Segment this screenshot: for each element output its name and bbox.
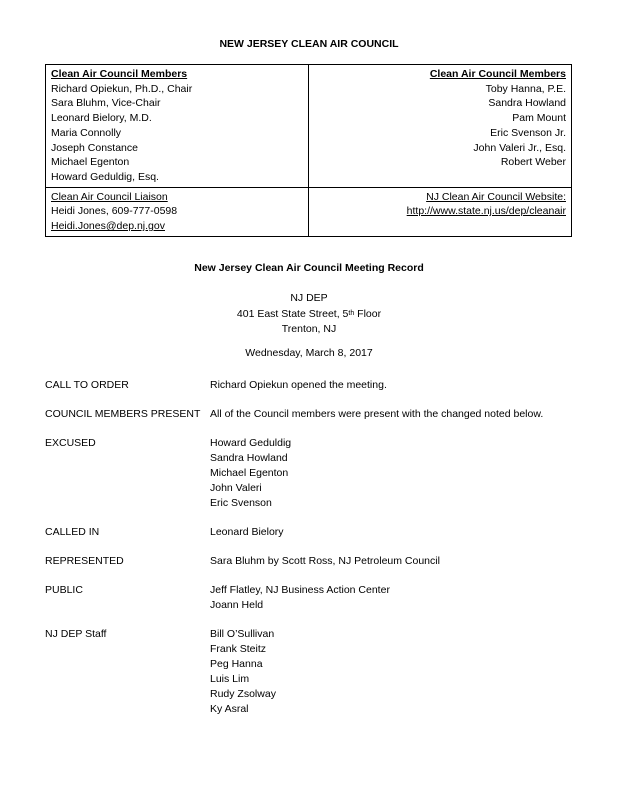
section-label: REPRESENTED bbox=[45, 555, 124, 567]
section-value bbox=[210, 436, 585, 511]
member-name: Toby Hanna, P.E. bbox=[485, 82, 566, 95]
member-name: Michael Egenton bbox=[51, 156, 130, 169]
section-label: NJ DEP Staff bbox=[45, 628, 107, 640]
member-name: Howard Geduldig, Esq. bbox=[51, 170, 159, 183]
section-excused bbox=[45, 436, 585, 511]
section-call-to-order bbox=[45, 378, 585, 393]
street-text: 401 East State Street, 5 bbox=[236, 307, 349, 320]
liaison-cell bbox=[46, 187, 309, 236]
section-called-in bbox=[45, 525, 585, 540]
staff-name: Luis Lim bbox=[210, 673, 250, 685]
member-name: Sandra Howland bbox=[488, 97, 566, 110]
member-name: Sara Bluhm, Vice-Chair bbox=[51, 97, 161, 110]
section-value: Sara Bluhm by Scott Ross, NJ Petroleum Council bbox=[210, 555, 440, 567]
street-floor: Floor bbox=[354, 307, 382, 320]
section-label: EXCUSED bbox=[45, 437, 96, 449]
excused-name: Sandra Howland bbox=[210, 452, 288, 464]
meeting-date: Wednesday, March 8, 2017 bbox=[245, 347, 373, 359]
section-dep-staff bbox=[45, 627, 585, 717]
staff-name: Peg Hanna bbox=[210, 658, 263, 670]
location-org: NJ DEP bbox=[290, 292, 328, 304]
member-name: Maria Connolly bbox=[51, 126, 122, 139]
members-right-header: Clean Air Council Members bbox=[429, 68, 566, 80]
section-value: All of the Council members were present with the changed noted below. bbox=[210, 408, 544, 420]
section-value bbox=[210, 583, 585, 613]
members-left-cell bbox=[46, 65, 309, 188]
members-right-cell bbox=[309, 65, 572, 188]
excused-name: Michael Egenton bbox=[210, 467, 289, 479]
staff-name: Frank Steitz bbox=[210, 643, 267, 655]
document-title: NEW JERSEY CLEAN AIR COUNCIL bbox=[219, 38, 399, 50]
section-label: CALL TO ORDER bbox=[45, 379, 129, 391]
member-name: Pam Mount bbox=[512, 112, 566, 125]
website-link[interactable]: http://www.state.nj.us/dep/cleanair bbox=[406, 205, 566, 218]
meeting-record-sections bbox=[45, 378, 585, 731]
member-name: Eric Svenson Jr. bbox=[490, 126, 566, 139]
staff-name: Ky Asral bbox=[210, 703, 249, 715]
section-represented bbox=[45, 554, 585, 569]
section-label: PUBLIC bbox=[45, 584, 83, 596]
member-name: Richard Opiekun, Ph.D., Chair bbox=[51, 82, 193, 95]
section-value bbox=[210, 627, 585, 717]
website-cell bbox=[309, 187, 572, 236]
liaison-email-link[interactable]: Heidi.Jones@dep.nj.gov bbox=[51, 220, 165, 233]
public-attendee: Joann Held bbox=[210, 599, 264, 611]
section-public bbox=[45, 583, 585, 613]
location-city: Trenton, NJ bbox=[281, 323, 337, 335]
public-attendee: Jeff Flatley, NJ Business Action Center bbox=[210, 584, 390, 596]
excused-name: Howard Geduldig bbox=[210, 437, 292, 449]
section-members-present bbox=[45, 407, 585, 422]
meeting-location bbox=[0, 291, 618, 338]
staff-name: Rudy Zsolway bbox=[210, 688, 276, 700]
member-name: Robert Weber bbox=[500, 156, 566, 169]
liaison-header: Clean Air Council Liaison bbox=[51, 190, 168, 203]
members-table bbox=[45, 64, 572, 237]
section-label: COUNCIL MEMBERS PRESENT bbox=[45, 408, 201, 420]
section-value: Leonard Bielory bbox=[210, 526, 284, 538]
section-label: CALLED IN bbox=[45, 526, 100, 538]
section-value: Richard Opiekun opened the meeting. bbox=[210, 379, 387, 391]
meeting-heading: New Jersey Clean Air Council Meeting Record bbox=[194, 262, 424, 274]
members-left-header: Clean Air Council Members bbox=[51, 68, 188, 80]
excused-name: John Valeri bbox=[210, 482, 262, 494]
excused-name: Eric Svenson bbox=[210, 497, 272, 509]
street-ordinal: th bbox=[348, 309, 355, 317]
website-header: NJ Clean Air Council Website: bbox=[426, 190, 566, 203]
location-street bbox=[0, 307, 618, 323]
member-name: Joseph Constance bbox=[51, 141, 138, 154]
staff-name: Bill O’Sullivan bbox=[210, 628, 275, 640]
member-name: Leonard Bielory, M.D. bbox=[51, 112, 152, 125]
member-name: John Valeri Jr., Esq. bbox=[473, 141, 566, 154]
liaison-name-phone: Heidi Jones, 609-777-0598 bbox=[51, 205, 178, 218]
